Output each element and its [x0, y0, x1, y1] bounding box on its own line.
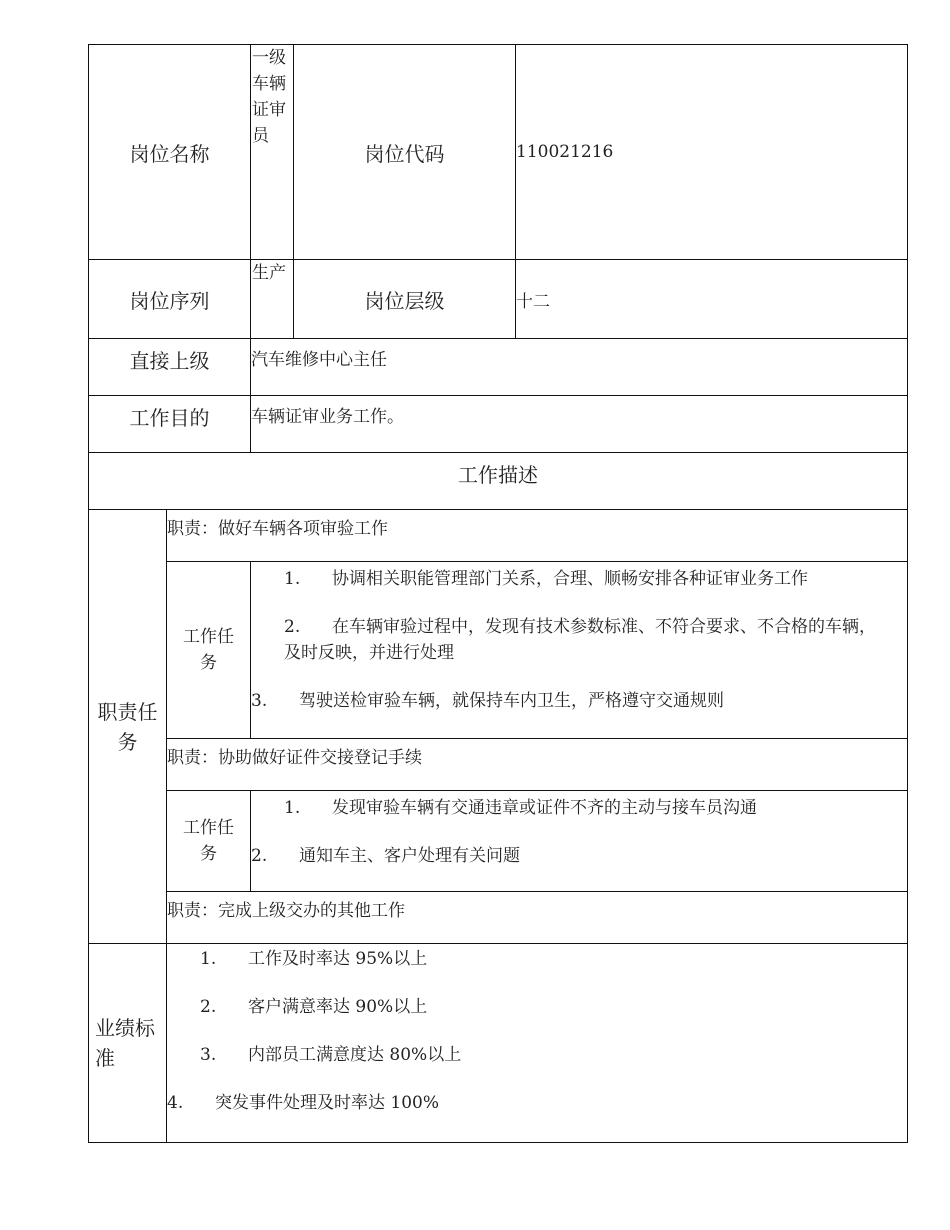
task-number: 1.	[284, 569, 301, 589]
performance-text: 突发事件处理及时率达 100%	[215, 1093, 440, 1113]
performance-list	[167, 944, 908, 1143]
list-item	[167, 946, 907, 972]
list-item	[167, 994, 907, 1020]
position-series-label: 岗位序列	[89, 260, 251, 339]
duty-3-title: 职责：完成上级交办的其他工作	[167, 892, 908, 944]
row-performance	[89, 944, 908, 1143]
duty-2-title: 职责：协助做好证件交接登记手续	[167, 739, 908, 791]
job-description-document	[88, 44, 907, 1143]
duty-1-task-label: 工作任务	[167, 562, 251, 739]
position-code-label: 岗位代码	[294, 45, 516, 260]
row-position-name	[89, 45, 908, 260]
row-duty-2-tasks	[89, 791, 908, 892]
task-text: 发现审验车辆有交通违章或证件不齐的主动与接车员沟通	[332, 798, 757, 818]
duty-1-title: 职责：做好车辆各项审验工作	[167, 510, 908, 562]
duty-section-label: 职责任务	[89, 510, 167, 944]
task-number: 2.	[251, 846, 268, 866]
performance-number: 4.	[167, 1093, 184, 1113]
performance-number: 1.	[200, 949, 217, 969]
row-direct-superior	[89, 339, 908, 396]
work-purpose-value: 车辆证审业务工作。	[251, 396, 908, 453]
performance-text: 工作及时率达 95%以上	[248, 949, 428, 969]
list-item	[251, 614, 907, 666]
list-item	[251, 795, 907, 821]
position-level-label: 岗位层级	[294, 260, 516, 339]
performance-text: 内部员工满意度达 80%以上	[248, 1045, 462, 1065]
work-purpose-label: 工作目的	[89, 396, 251, 453]
row-duty-3	[89, 892, 908, 944]
task-text: 通知车主、客户处理有关问题	[299, 846, 520, 866]
description-title: 工作描述	[89, 453, 908, 510]
row-description-title	[89, 453, 908, 510]
position-level-value: 十二	[516, 260, 908, 339]
direct-superior-label: 直接上级	[89, 339, 251, 396]
list-item	[167, 1042, 907, 1068]
performance-number: 3.	[200, 1045, 217, 1065]
position-name-label: 岗位名称	[89, 45, 251, 260]
task-text: 在车辆审验过程中，发现有技术参数标准、不符合要求、不合格的车辆，及时反映，并进行处理	[284, 617, 876, 663]
row-duty-1	[89, 510, 908, 562]
duty-2-task-list	[251, 791, 908, 892]
duty-2-task-label: 工作任务	[167, 791, 251, 892]
list-item	[167, 1090, 907, 1116]
row-duty-2	[89, 739, 908, 791]
direct-superior-value: 汽车维修中心主任	[251, 339, 908, 396]
performance-text: 客户满意率达 90%以上	[248, 997, 428, 1017]
performance-label: 业绩标准	[89, 944, 167, 1143]
position-series-value: 生产	[251, 260, 294, 339]
task-number: 3.	[251, 691, 268, 711]
list-item	[251, 566, 907, 592]
duty-1-task-list	[251, 562, 908, 739]
list-item	[251, 688, 907, 714]
task-number: 1.	[284, 798, 301, 818]
position-code-value: 110021216	[516, 45, 908, 260]
row-duty-1-tasks	[89, 562, 908, 739]
task-number: 2.	[284, 617, 301, 637]
list-item	[251, 843, 907, 869]
job-description-table	[88, 44, 908, 1143]
task-text: 驾驶送检审验车辆，就保持车内卫生，严格遵守交通规则	[299, 691, 724, 711]
performance-number: 2.	[200, 997, 217, 1017]
row-work-purpose	[89, 396, 908, 453]
task-text: 协调相关职能管理部门关系，合理、顺畅安排各种证审业务工作	[332, 569, 808, 589]
position-name-value: 一级车辆证审员	[251, 45, 294, 260]
row-position-series	[89, 260, 908, 339]
